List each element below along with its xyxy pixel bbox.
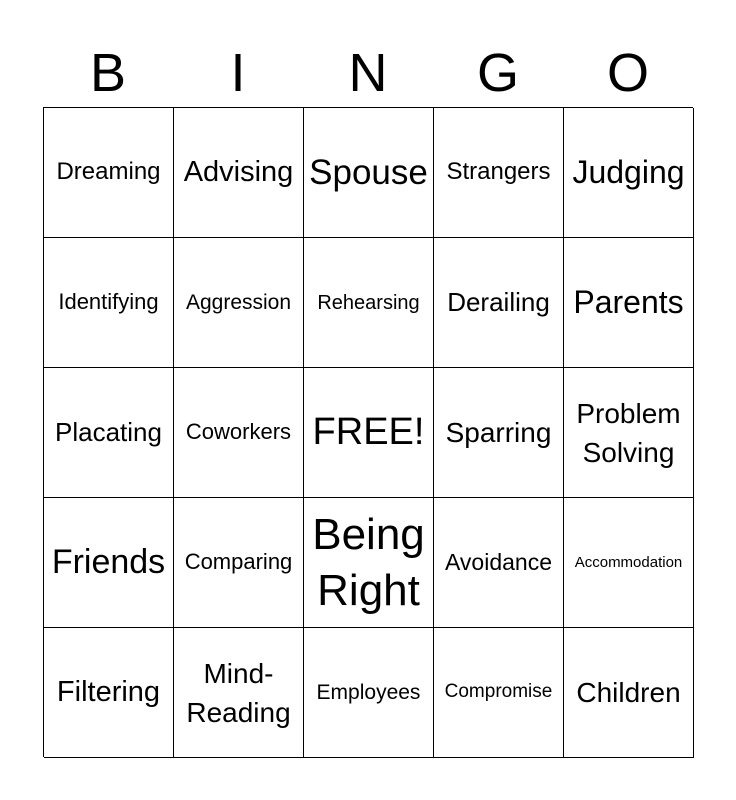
cell-label: Being Right	[312, 509, 425, 615]
cell-label: Parents	[573, 284, 684, 321]
bingo-cell	[434, 368, 564, 498]
cell-label: Coworkers	[185, 419, 292, 445]
cell-label: Mind-Reading	[186, 657, 291, 728]
header-letter-o: O	[606, 43, 649, 103]
bingo-cell	[174, 368, 304, 498]
free-space-label: FREE!	[312, 410, 425, 453]
bingo-cell	[174, 628, 304, 758]
cell-label: Avoidance	[445, 548, 552, 575]
cell-label: Dreaming	[56, 158, 161, 186]
cell-label: Identifying	[58, 289, 159, 315]
bingo-cell	[304, 238, 434, 368]
bingo-board	[43, 107, 693, 757]
bingo-cell	[434, 238, 564, 368]
cell-label: Strangers	[446, 158, 551, 186]
bingo-cell	[564, 108, 694, 238]
bingo-cell	[304, 498, 434, 628]
cell-label: Filtering	[56, 676, 161, 709]
bingo-cell	[44, 498, 174, 628]
header-letter-n: N	[348, 43, 388, 103]
bingo-cell	[44, 108, 174, 238]
header-letter-g: G	[476, 43, 519, 103]
bingo-cell	[44, 628, 174, 758]
bingo-cell	[174, 238, 304, 368]
cell-label: Employees	[316, 680, 421, 704]
cell-label: Sparring	[445, 416, 552, 448]
bingo-cell	[44, 238, 174, 368]
cell-label: Friends	[51, 543, 166, 582]
header-letter-b: B	[89, 43, 127, 103]
cell-label: Aggression	[185, 290, 292, 314]
header-letter-i: I	[230, 43, 246, 103]
bingo-header	[43, 38, 693, 108]
cell-label: Compromise	[444, 681, 553, 703]
cell-label: Rehearsing	[317, 291, 420, 314]
bingo-cell	[304, 368, 434, 498]
cell-label: Comparing	[184, 549, 293, 575]
bingo-cell	[434, 108, 564, 238]
cell-label: Placating	[55, 416, 162, 447]
cell-label: Problem Solving	[576, 397, 681, 468]
bingo-cell	[44, 368, 174, 498]
cell-label: Spouse	[309, 152, 428, 192]
bingo-cell	[564, 628, 694, 758]
bingo-cell	[564, 238, 694, 368]
cell-label: Derailing	[447, 286, 550, 317]
cell-label: Accommodation	[574, 553, 683, 571]
cell-label: Judging	[572, 154, 685, 191]
bingo-cell	[174, 498, 304, 628]
bingo-cell	[434, 628, 564, 758]
cell-label: Children	[576, 676, 681, 708]
cell-label: Advising	[183, 156, 294, 189]
bingo-cell	[304, 108, 434, 238]
bingo-cell	[564, 498, 694, 628]
bingo-cell	[304, 628, 434, 758]
bingo-cell	[174, 108, 304, 238]
bingo-cell	[564, 368, 694, 498]
bingo-cell	[434, 498, 564, 628]
